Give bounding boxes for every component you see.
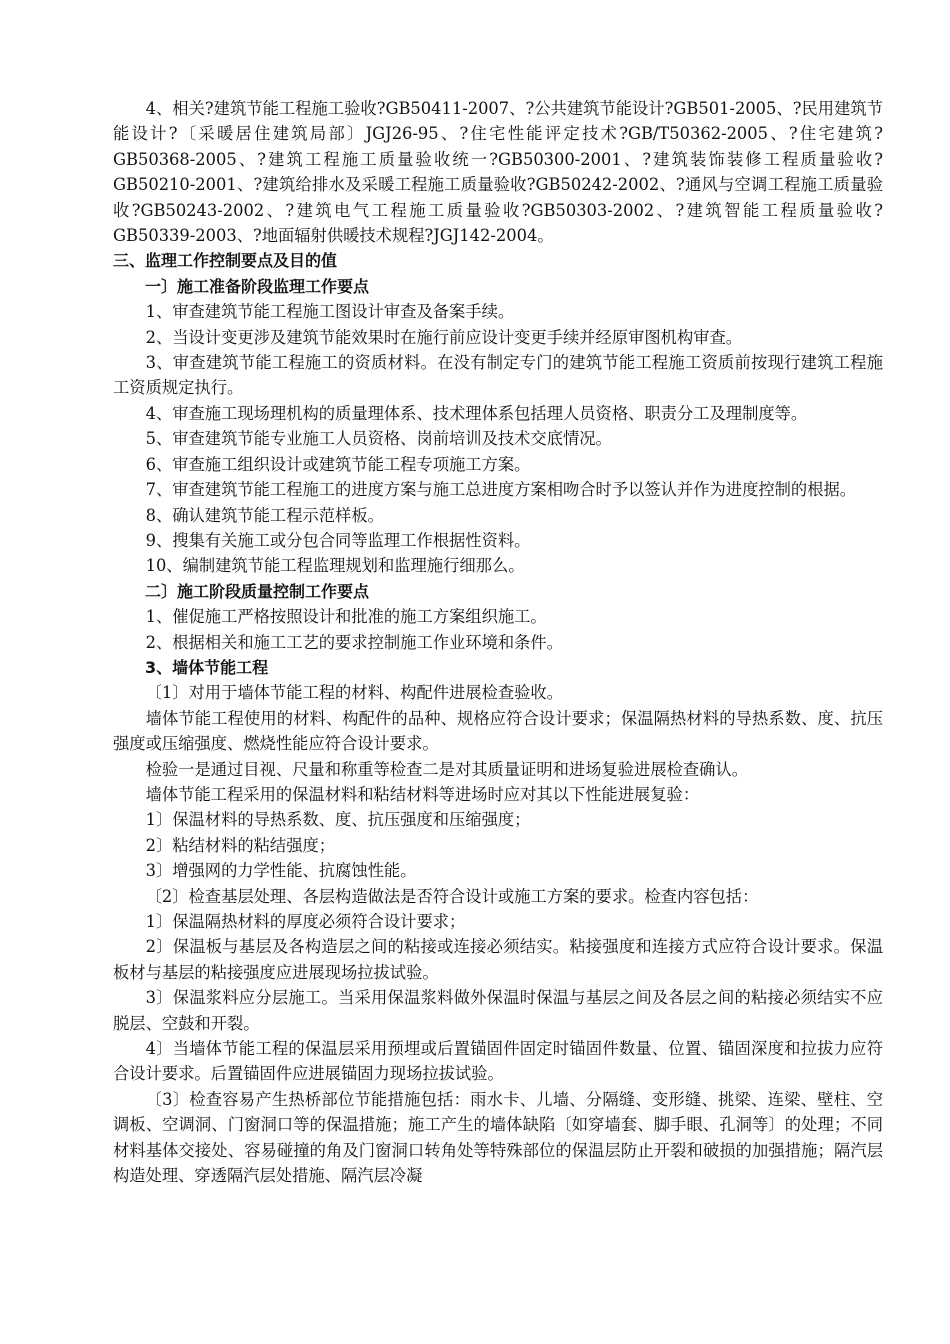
- list-item: 2〕粘结材料的粘结强度；: [145, 835, 336, 855]
- paragraph: 〔3〕检查容易产生热桥部位节能措施包括：雨水卡、儿墙、分隔缝、变形缝、挑梁、连梁、壁柱、空调板、空调洞、门窗洞口等的保温措施；施工产生的墙体缺陷〔如穿墙套、脚手眼、孔洞等〕的处理；不同材料基体交接处、容易碰撞的角及门窗洞口转角处等特殊部位的保温层防止开裂和破损的加强措施；隔汽层构造处理、穿透隔汽层处措施、隔汽层冷凝: [113, 1089, 883, 1186]
- list-item: 10、编制建筑节能工程监理规划和监理施行细那么。: [145, 556, 525, 576]
- paragraph: 〔1〕对用于墙体节能工程的材料、构配件进展检查验收。: [145, 683, 563, 703]
- subsection-heading-construction: 二〕施工阶段质量控制工作要点: [145, 581, 370, 601]
- paragraph: 墙体节能工程采用的保温材料和粘结材料等进场时应对其以下性能进展复验：: [145, 784, 700, 804]
- paragraph: 〔2〕检查基层处理、各层构造做法是否符合设计或施工方案的要求。检查内容包括：: [145, 886, 759, 906]
- list-item: 4〕当墙体节能工程的保温层采用预埋或后置锚固件固定时锚固件数量、位置、锚固深度和拉拔力应符合设计要求。后置锚固件应进展锚固力现场拉拔试验。: [113, 1039, 883, 1084]
- list-item: 7、审查建筑节能工程施工的进度方案与施工总进度方案相吻合时予以签认并作为进度控制的根据。: [145, 480, 857, 500]
- list-item: 3、审查建筑节能工程施工的资质材料。在没有制定专门的建筑节能工程施工资质前按现行建筑工程施工资质规定执行。: [113, 353, 883, 398]
- subsection-heading-preparation: 一〕施工准备阶段监理工作要点: [145, 276, 370, 296]
- list-item: 3〕增强网的力学性能、抗腐蚀性能。: [145, 861, 417, 881]
- list-item: 1、催促施工严格按照设计和批准的施工方案组织施工。: [145, 607, 547, 627]
- section-heading: 三、监理工作控制要点及目的值: [113, 251, 338, 271]
- list-item: 1〕保温材料的导热系数、度、抗压强度和压缩强度；: [145, 810, 531, 830]
- list-item: 5、审查建筑节能专业施工人员资格、岗前培训及技术交底情况。: [145, 429, 612, 449]
- list-item: 2〕保温板与基层及各构造层之间的粘接或连接必须结实。粘接强度和连接方式应符合设计要求。保温板材与基层的粘接强度应进展现场拉拔试验。: [113, 937, 883, 982]
- list-item: 6、审查施工组织设计或建筑节能工程专项施工方案。: [145, 454, 531, 474]
- document-page: [113, 96, 883, 1188]
- list-item: 2、根据相关和施工工艺的要求控制施工作业环境和条件。: [145, 632, 563, 652]
- list-item: 4、审查施工现场理机构的质量理体系、技术理体系包括理人员资格、职责分工及理制度等。: [145, 403, 808, 423]
- list-item: 1、审查建筑节能工程施工图设计审查及备案手续。: [145, 302, 515, 322]
- paragraph: 检验一是通过目视、尺量和称重等检查二是对其质量证明和进场复验进展检查确认。: [145, 759, 749, 779]
- list-item: 2、当设计变更涉及建筑节能效果时在施行前应设计变更手续并经原审图机构审查。: [145, 327, 743, 347]
- list-item: 9、搜集有关施工或分包合同等监理工作根据性资料。: [145, 530, 531, 550]
- subsection-heading-wall: 3、墙体节能工程: [145, 657, 269, 677]
- list-item: 8、确认建筑节能工程示范样板。: [145, 505, 384, 525]
- paragraph-standards-list: 4、相关?建筑节能工程施工验收?GB50411-2007、?公共建筑节能设计?GB501-2005、?民用建筑节能设计?〔采暖居住建筑局部〕JGJ26-95、?住宅性能评定技术?GB/T50362-2005、?住宅建筑?GB50368-2005、?建筑工程施工质量验收统一?GB50300-2001、?建筑装饰装修工程质量验收?GB50210-2001、?建筑给排水及采暖工程施工质量验收?GB50242-2002、?通风与空调工程施工质量验收?GB50243-2002、?建筑电气工程施工质量验收?GB50303-2002、?建筑智能工程质量验收?GB50339-2003、?地面辐射供暖技术规程?JGJ142-2004。: [113, 99, 883, 246]
- list-item: 3〕保温浆料应分层施工。当采用保温浆料做外保温时保温与基层之间及各层之间的粘接必须结实不应脱层、空鼓和开裂。: [113, 988, 883, 1033]
- list-item: 1〕保温隔热材料的厚度必须符合设计要求；: [145, 912, 466, 931]
- paragraph: 墙体节能工程使用的材料、构配件的品种、规格应符合设计要求；保温隔热材料的导热系数、度、抗压强度或压缩强度、燃烧性能应符合设计要求。: [113, 708, 883, 754]
